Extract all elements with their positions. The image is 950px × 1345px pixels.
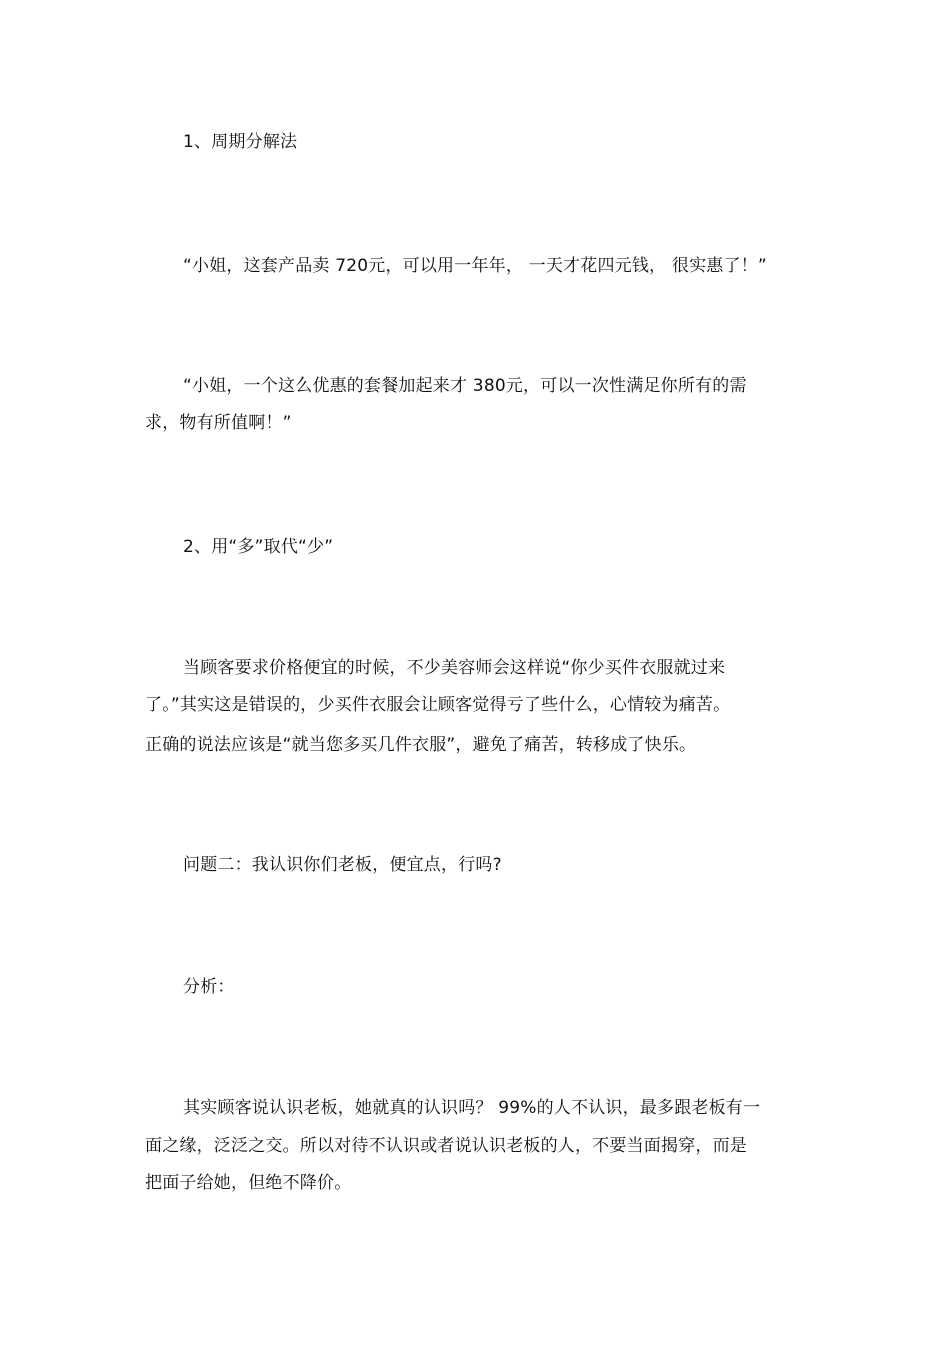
paragraph-know-boss-line-1: 其实顾客说认识老板，她就真的认识吗？ 99%的人不认识，最多跟老板有一 <box>183 1098 761 1118</box>
heading-question-two: 问题二：我认识你们老板，便宜点，行吗? <box>183 855 502 875</box>
heading-period-decomposition: 1、周期分解法 <box>183 132 298 152</box>
paragraph-clothes-line-2: 了。”其实这是错误的，少买件衣服会让顾客觉得亏了些什么，心情较为痛苦。 <box>145 695 731 715</box>
paragraph-clothes-line-3: 正确的说法应该是“就当您多买几件衣服”，避免了痛苦，转移成了快乐。 <box>145 735 697 755</box>
paragraph-380-yuan-line-2: 求，物有所值啊！” <box>145 413 292 433</box>
heading-analysis: 分析： <box>183 977 235 997</box>
paragraph-clothes-line-1: 当顾客要求价格便宜的时候，不少美容师会这样说“你少买件衣服就过来 <box>183 658 726 678</box>
paragraph-720-yuan: “小姐，这套产品卖 720元，可以用一年年， 一天才花四元钱， 很实惠了！” <box>183 256 767 276</box>
paragraph-know-boss-line-3: 把面子给她，但绝不降价。 <box>145 1173 352 1193</box>
paragraph-380-yuan-line-1: “小姐，一个这么优惠的套餐加起来才 380元，可以一次性满足你所有的需 <box>183 376 747 396</box>
paragraph-know-boss-line-2: 面之缘，泛泛之交。所以对待不认识或者说认识老板的人，不要当面揭穿，而是 <box>145 1136 747 1156</box>
heading-more-instead-of-less: 2、用“多”取代“少” <box>183 537 334 557</box>
